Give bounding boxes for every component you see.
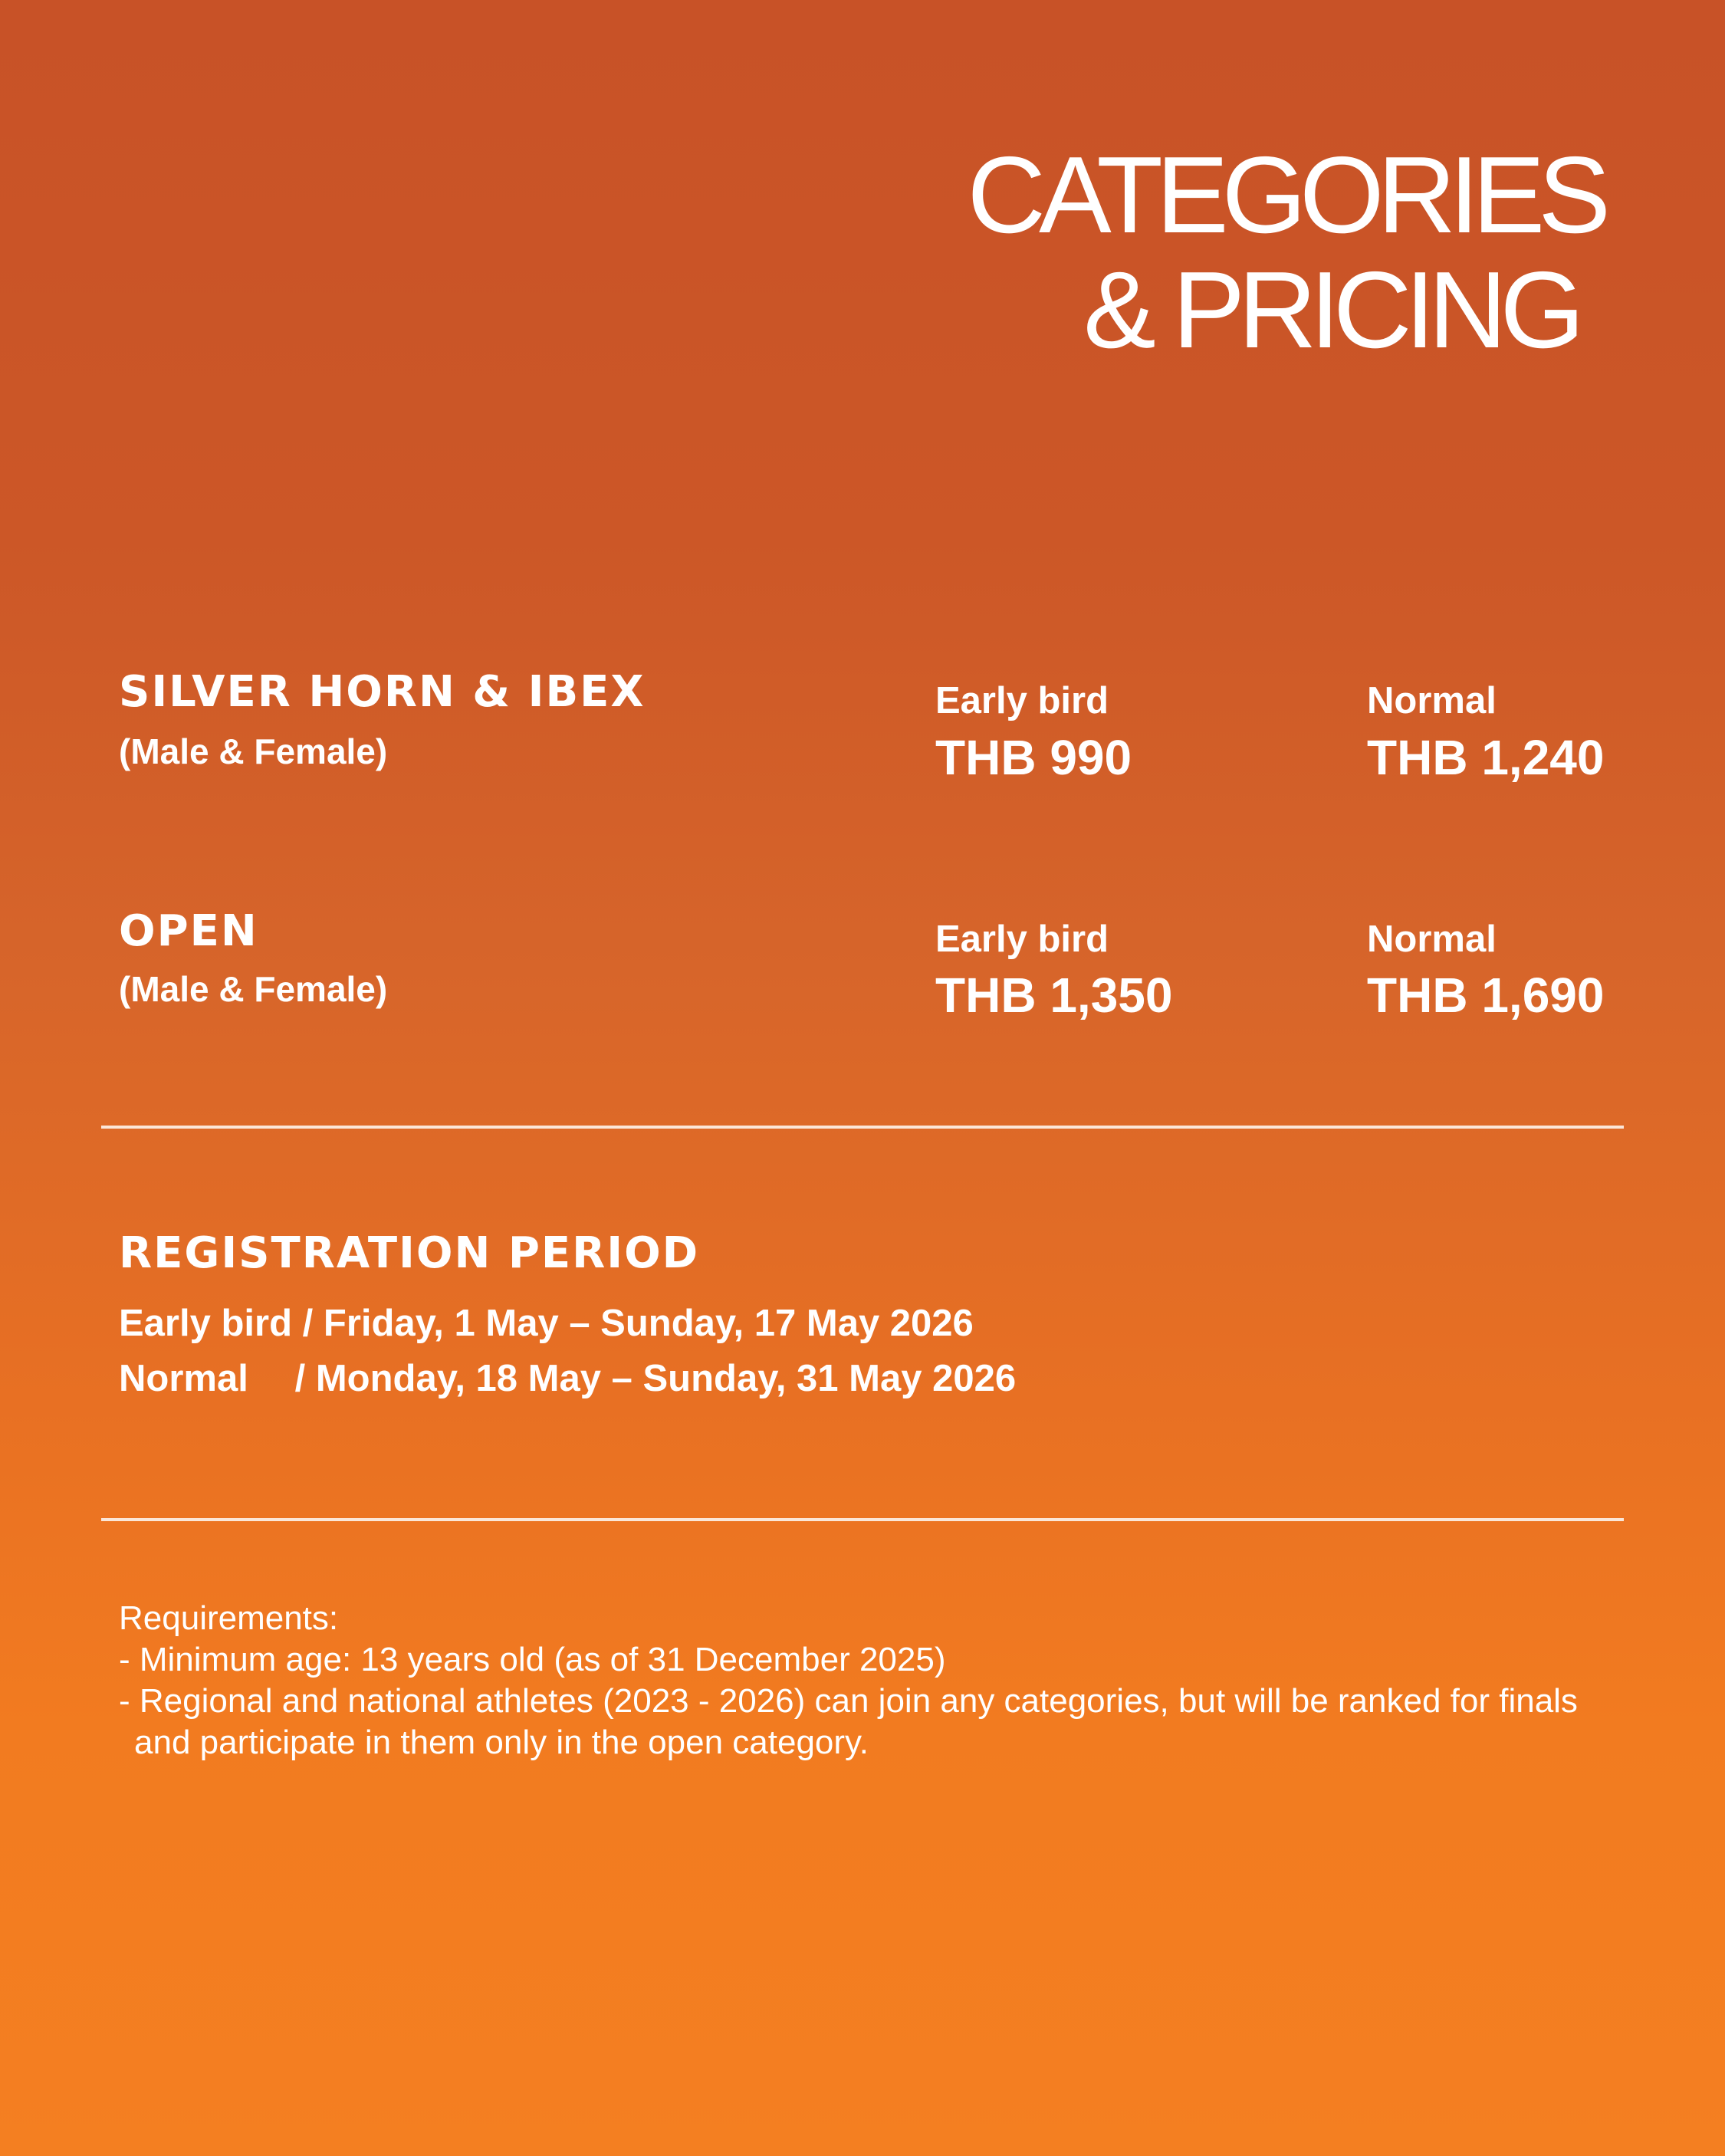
category-name: OPEN <box>119 906 258 956</box>
requirements-title: Requirements: <box>119 1599 339 1637</box>
registration-early-line <box>119 1300 974 1347</box>
normal-label: Normal <box>1367 680 1497 721</box>
title-line-2: & PRICING <box>1083 249 1578 371</box>
page-title <box>967 134 1604 371</box>
divider <box>101 1126 1624 1129</box>
registration-normal-line <box>119 1355 1016 1402</box>
normal-price: THB 1,690 <box>1367 968 1605 1023</box>
registration-title: REGISTRATION PERIOD <box>119 1228 700 1278</box>
registration-early-label: Early bird <box>119 1303 293 1344</box>
category-subtitle: (Male & Female) <box>119 969 388 1009</box>
category-subtitle: (Male & Female) <box>119 731 388 771</box>
early-bird-price: THB 990 <box>935 730 1132 785</box>
early-bird-label: Early bird <box>935 919 1109 960</box>
divider <box>101 1518 1624 1521</box>
normal-label: Normal <box>1367 919 1497 960</box>
requirement-item: - Regional and national athletes (2023 - 2026) can join any categories, but will be ranked for finals and participate in them only in the open category. <box>119 1682 1578 1761</box>
requirements <box>119 1598 1622 1763</box>
requirement-item: - Minimum age: 13 years old (as of 31 December 2025) <box>119 1641 946 1678</box>
title-line-1: CATEGORIES <box>967 134 1604 256</box>
early-bird-price: THB 1,350 <box>935 968 1173 1023</box>
registration-normal-dates: / Monday, 18 May – Sunday, 31 May 2026 <box>294 1358 1017 1399</box>
registration-early-dates: / Friday, 1 May – Sunday, 17 May 2026 <box>302 1303 974 1344</box>
registration-normal-label: Normal <box>119 1358 248 1399</box>
category-name: SILVER HORN & IBEX <box>119 667 646 717</box>
early-bird-label: Early bird <box>935 680 1109 721</box>
normal-price: THB 1,240 <box>1367 730 1605 785</box>
